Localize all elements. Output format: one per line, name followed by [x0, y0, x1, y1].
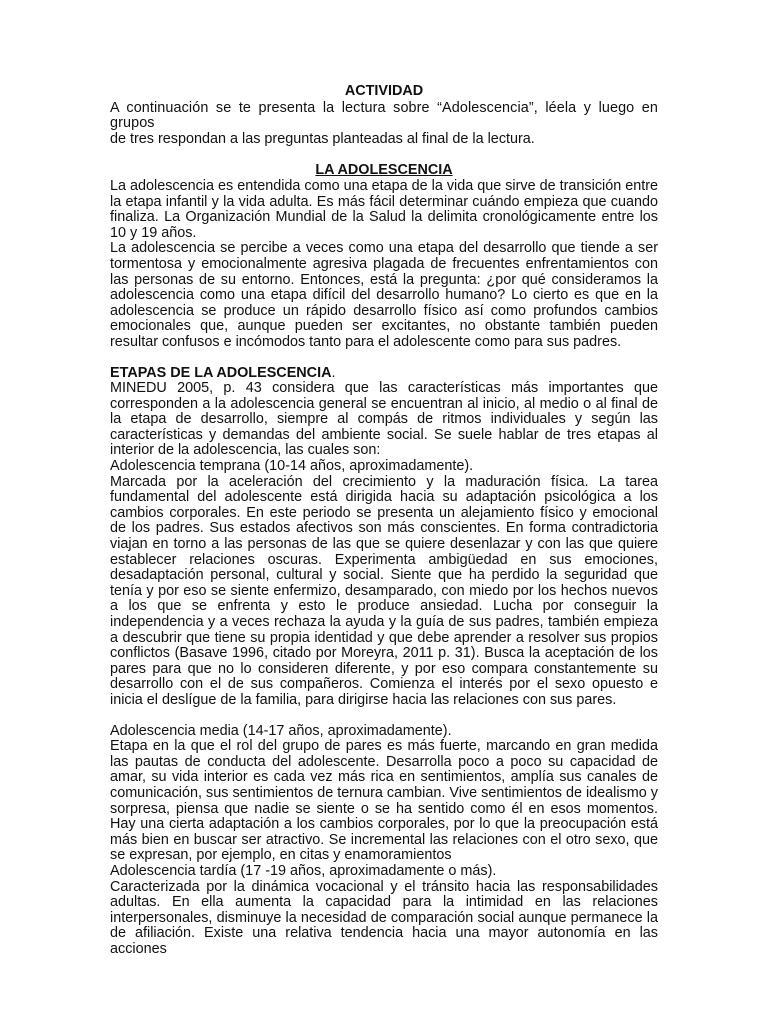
middle-adolescence-title: Adolescencia media (14-17 años, aproximadamente).: [110, 722, 452, 739]
stages-heading-text: ETAPAS DE LA ADOLESCENCIA: [110, 364, 332, 381]
stages-heading: [110, 366, 658, 382]
middle-adolescence-text: Etapa en la que el rol del grupo de pares es más fuerte, marcando en gran medida las pautas de conducta del adolescente. Desarrolla poco a poco su capacidad de amar, su vida interior es cada vez más rica en sentimientos, amplía sus canales de comunicación, sus sentimientos de ternura cambian. Vive sentimientos de idealismo y sorpresa, piensa que nadie se siente o se ha sentido como él en esos momentos. Hay una cierta adaptación a los cambios corporales, por lo que la preocupación está más bien en buscar ser atractivo. Se incremental las relaciones con el otro sexo, que se expresan, por ejemplo, en citas y enamoramientos: [110, 738, 658, 864]
document-page: [110, 84, 658, 957]
late-adolescence-title: Adolescencia tardía (17 -19 años, aproximadamente o más).: [110, 862, 497, 879]
stages-intro: MINEDU 2005, p. 43 considera que las características más importantes que corresponden a la adolescencia general se encuentran al inicio, al medio o al final de la etapa de desarrollo, siempre al compás de ritmos individuales y según las características y demandas del ambiente social. Se suele hablar de tres etapas al interior de la adolescencia, las cuales son:: [110, 380, 658, 459]
reading-title: LA ADOLESCENCIA: [315, 162, 453, 179]
reading-paragraph-1: La adolescencia es entendida como una etapa de la vida que sirve de transición entre la etapa infantil y la vida adulta. Es más fácil determinar cuándo empieza que cuando finaliza. La Organización Mundial de la Salud la delimita cronológicamente entre los 10 y 19 años.: [110, 177, 659, 241]
early-adolescence-text: Marcada por la aceleración del crecimiento y la maduración física. La tarea fundamental del adolescente está dirigida hacia su adaptación psicológica a los cambios corporales. En este periodo se presenta un alejamiento físico y emocional de los padres. Sus estados afectivos son más conscientes. En forma contradictoria viajan en torno a las personas de las que se quiere desenlazar y con las que quiere establecer relaciones oscuras. Experimenta ambigüedad en sus emociones, desadaptación personal, cultural y social. Siente que ha perdido la seguridad que tenía y por eso se siente enfermizo, desamparado, con miedo por los hechos nuevos a los que se enfrenta y esto le produce ansiedad. Lucha por conseguir la independencia y a veces rechaza la ayuda y la guía de sus padres, también empieza a descubrir que tiene su propia identidad y que debe aprender a resolver sus propios conflictos (Basave 1996, citado por Moreyra, 2011 p. 31). Busca la aceptación de los pares para que no lo consideren diferente, y por eso compara constantemente su desarrollo con el de sus compañeros. Comienza el interés por el sexo opuesto e inicia el deslígue de la familia, para dirigirse hacia las relaciones con sus pares.: [110, 473, 658, 708]
early-adolescence-title: Adolescencia temprana (10-14 años, aproximadamente).: [110, 458, 474, 475]
late-adolescence-text: Caracterizada por la dinámica vocacional y el tránsito hacia las responsabilidades adultas. En ella aumenta la capacidad para la intimidad en las relaciones interpersonales, disminuye la necesidad de comparación social aunque permanece la de afiliación. Existe una relativa tendencia hacia una mayor autonomía en las acciones: [110, 878, 658, 957]
reading-paragraph-2: La adolescencia se percibe a veces como una etapa del desarrollo que tiende a ser tormentosa y emocionalmente agresiva plagada de frecuentes enfrentamientos con las personas de su entorno. Entonces, está la pregunta: ¿por qué consideramos la adolescencia como una etapa difícil del desarrollo humano? Lo cierto es que en la adolescencia se produce un rápido desarrollo físico así como profundos cambios emocionales que, aunque pueden ser excitantes, no obstante también pueden resultar confusos e incómodos tanto para el adolescente como para sus padres.: [110, 240, 658, 350]
spacer: [110, 709, 658, 724]
stages-heading-period: .: [331, 364, 336, 381]
activity-instructions-line-1: A continuación se te presenta la lectura sobre “Adolescencia”, léela y luego en grupos: [110, 99, 658, 132]
activity-instructions-line-2: de tres respondan a las preguntas planteadas al final de la lectura.: [110, 130, 535, 147]
activity-title: ACTIVIDAD: [344, 83, 424, 99]
activity-instructions: [110, 101, 658, 148]
